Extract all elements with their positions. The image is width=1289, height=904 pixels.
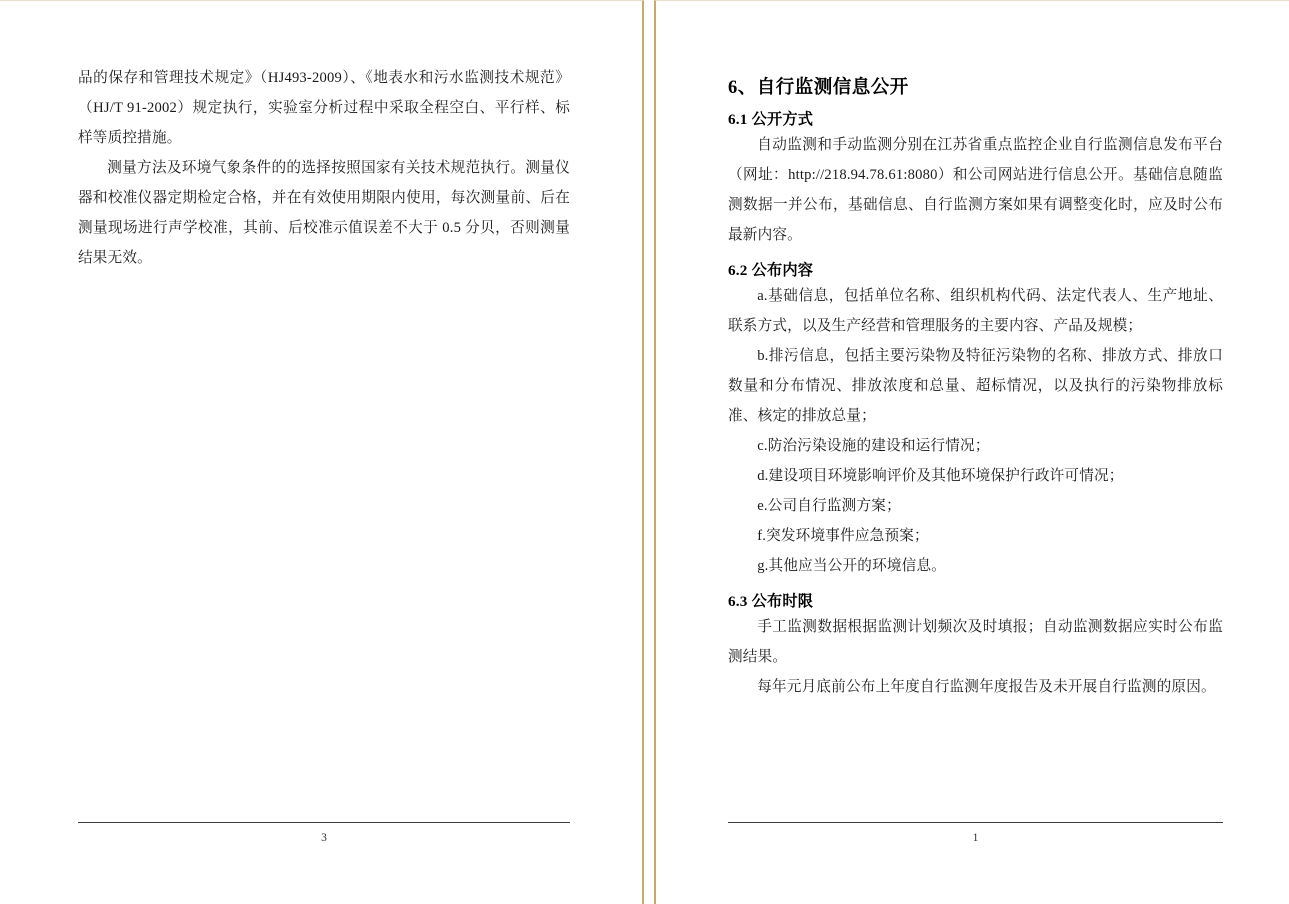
spread-gutter: [644, 0, 654, 904]
paragraph: a.基础信息，包括单位名称、组织机构代码、法定代表人、生产地址、联系方式，以及生产经营和管理服务的主要内容、产品及规模；: [728, 288, 1223, 334]
subsection-heading-6-1: 6.1 公开方式: [728, 111, 814, 128]
paragraph: f.突发环境事件应急预案；: [757, 528, 929, 544]
paragraph: d.建设项目环境影响评价及其他环境保护行政许可情况；: [757, 468, 1124, 484]
page-right-footer: [728, 822, 1223, 846]
page-left: [0, 0, 644, 904]
page-left-content: [78, 63, 570, 273]
paragraph: 自动监测和手动监测分别在江苏省重点监控企业自行监测信息发布平台（网址：http://218.94.78.61:8080）和公司网站进行信息公开。基础信息随监测数据一并公布，基础信息、自行监测方案如果有调整变化时，应及时公布最新内容。: [728, 137, 1223, 243]
paragraph: 品的保存和管理技术规定》（HJ493-2009）、《地表水和污水监测技术规范》（HJ/T 91-2002）规定执行，实验室分析过程中采取全程空白、平行样、标样等质控措施。: [78, 70, 570, 146]
paragraph: e.公司自行监测方案；: [757, 498, 901, 514]
paragraph: 每年元月底前公布上年度自行监测年度报告及未开展自行监测的原因。: [757, 679, 1216, 695]
paragraph: g.其他应当公开的环境信息。: [757, 558, 947, 574]
page-right: [654, 0, 1289, 904]
subsection-heading-6-2: 6.2 公布内容: [728, 262, 814, 279]
page-right-content: [728, 73, 1223, 702]
page-number: 1: [972, 832, 979, 844]
paragraph: 测量方法及环境气象条件的的选择按照国家有关技术规范执行。测量仪器和校准仪器定期检定合格，并在有效使用期限内使用，每次测量前、后在测量现场进行声学校准，其前、后校准示值误差不大于 0.5 分贝，否则测量结果无效。: [78, 160, 570, 266]
paragraph: c.防治污染设施的建设和运行情况；: [757, 438, 990, 454]
paragraph: b.排污信息，包括主要污染物及特征污染物的名称、排放方式、排放口数量和分布情况、排放浓度和总量、超标情况，以及执行的污染物排放标准、核定的排放总量；: [728, 348, 1223, 424]
page-left-footer: [78, 822, 570, 846]
page-number: 3: [321, 832, 327, 844]
subsection-heading-6-3: 6.3 公布时限: [728, 593, 814, 610]
paragraph: 手工监测数据根据监测计划频次及时填报；自动监测数据应实时公布监测结果。: [728, 619, 1223, 665]
page-title: 6、自行监测信息公开: [728, 78, 909, 98]
